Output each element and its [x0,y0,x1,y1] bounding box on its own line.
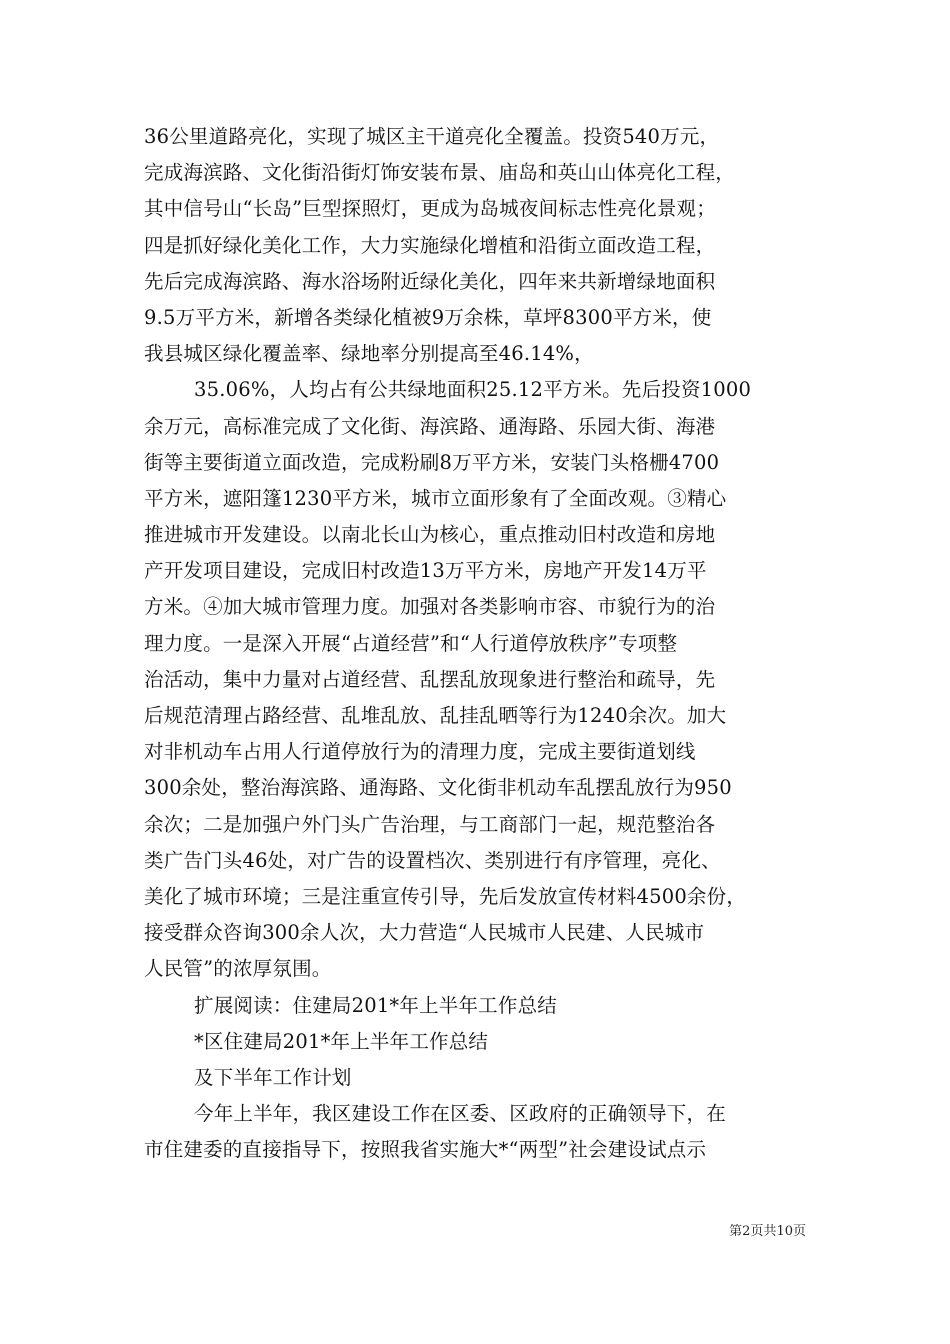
text-line: 平方米，遮阳篷1230平方米，城市立面形象有了全面改观。③精心 [144,486,727,510]
text-line: 美化了城市环境；三是注重宣传引导，先后发放宣传材料4500余份， [144,884,747,908]
text-line: 35.06%，人均占有公共绿地面积25.12平方米。先后投资1000 [194,378,752,402]
document-body [144,119,808,1168]
text-line: 9.5万平方米，新增各类绿化植被9万余株，草坪8300平方米，使 [144,305,712,329]
text-line: 今年上半年，我区建设工作在区委、区政府的正确领导下，在 [194,1102,726,1126]
page-number-footer: 第2页共10页 [729,1224,806,1239]
text-line: 人民管”的浓厚氛围。 [144,957,332,981]
text-line: 扩展阅读：住建局201*年上半年工作总结 [194,993,557,1017]
text-line: 余万元，高标准完成了文化街、海滨路、通海路、乐园大街、海港 [144,414,716,438]
text-line: 市住建委的直接指导下，按照我省实施大*“两型”社会建设试点示 [144,1138,707,1162]
text-line: 方米。④加大城市管理力度。加强对各类影响市容、市貌行为的治 [144,595,716,619]
text-line: 对非机动车占用人行道停放行为的清理力度，完成主要街道划线 [144,740,696,764]
text-line: 300余处，整治海滨路、通海路、文化街非机动车乱摆乱放行为950 [144,776,732,800]
text-line: 类广告门头46处，对广告的设置档次、类别进行有序管理，亮化、 [144,848,721,872]
text-line: 及下半年工作计划 [194,1065,352,1089]
text-line: 四是抓好绿化美化工作，大力实施绿化增植和沿街立面改造工程， [144,233,716,257]
text-line: 其中信号山“长岛”巨型探照灯，更成为岛城夜间标志性亮化景观； [144,197,716,221]
text-line: 街等主要街道立面改造，完成粉刷8万平方米，安装门头格栅4700 [144,450,720,474]
text-line: 我县城区绿化覆盖率、绿地率分别提高至46.14%， [144,342,594,366]
text-line: 后规范清理占路经营、乱堆乱放、乱挂乱晒等行为1240余次。加大 [144,704,727,727]
text-line: 产开发项目建设，完成旧村改造13万平方米，房地产开发14万平 [144,559,707,583]
text-line: 先后完成海滨路、海水浴场附近绿化美化，四年来共新增绿地面积 [144,269,716,293]
text-line: 余次；二是加强户外门头广告治理，与工商部门一起，规范整治各 [144,812,716,836]
text-line: 36公里道路亮化，实现了城区主干道亮化全覆盖。投资540万元， [144,125,720,148]
text-line: *区住建局201*年上半年工作总结 [194,1029,489,1053]
text-line: 理力度。一是深入开展“占道经营”和“人行道停放秩序”专项整 [144,631,678,655]
text-line: 完成海滨路、文化街沿街灯饰安装布景、庙岛和英山山体亮化工程， [144,161,736,185]
text-line: 接受群众咨询300余人次，大力营造“人民城市人民建、人民城市 [144,921,705,945]
text-line: 治活动，集中力量对占道经营、乱摆乱放现象进行整治和疏导，先 [144,667,716,691]
text-line: 推进城市开发建设。以南北长山为核心，重点推动旧村改造和房地 [144,523,716,547]
